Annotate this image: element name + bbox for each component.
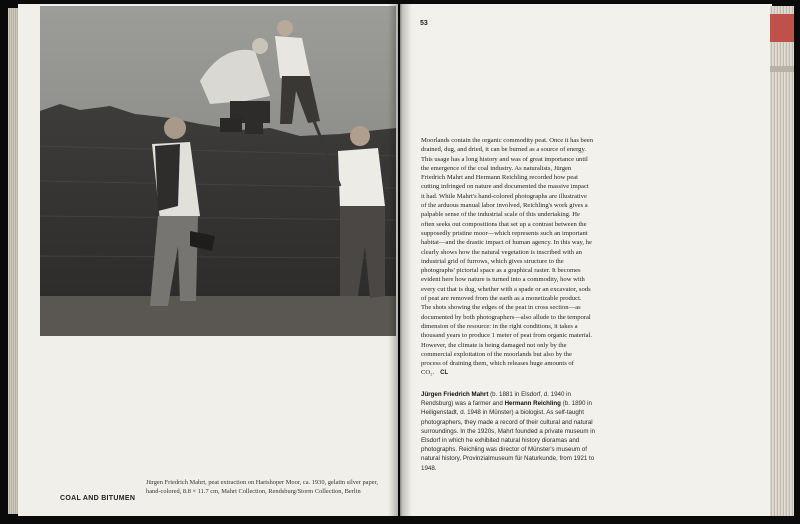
photo-caption: Jürgen Friedrich Mahrt, peat extraction on Hartshoper Moor, ca. 1930, gelatin silver paper, hand-colored, 8.8 × 11.7 cm, Mahrt Collection, Rendsburg/Storm Collection, Berlin xyxy=(146,479,379,495)
page-edge-mark xyxy=(770,66,794,72)
bio-name-reichling: Hermann Reichling xyxy=(504,400,561,408)
author-initials: CL xyxy=(440,370,449,377)
essay-body: Moorlands contain the organic commodity peat. Once it has been drained, dug, and dried, it can be burned as a source of energy. This usage has a long history and was of great importance until the emergence of the coal industry. As naturalists, Jürgen Friedrich Mahrt and Hermann Reichling recorded how peat cutting infringed on nature and documented the massive impact it had. While Mahrt's hand-colored photographs are illustrative of the arduous manual labor involved, Reichling's work gives a palpable sense of the industrial scale of this undertaking. He often seeks out compositions that set up a contrast between the supposedly pristine moor—which represents such an important habitat—and the drastic impact of human agency. In this way, he clearly shows how the natural vegetation is inscribed with an industrial grid of furrows, which gives structure to the photographs' pictorial space as a graphical raster. It becomes evident here how nature is turned into a commodity, how with every cut that is dug, whether with a spade or an excavator, sods of peat are removed from the earth as a monetizable product. The shots showing the edges of the peat in cross section—as documented by both photographers—also allude to the temporal dimension of the resource: in the right conditions, it takes a thousand years to produce 1 meter of peat from organic material. However, the climate is being damaged not only by the commercial exploitation of the moorlands but also by the process of draining them, which releases huge amounts of CO₂. xyxy=(421,137,594,377)
photo-illustration xyxy=(40,6,396,336)
bio-name-mahrt: Jürgen Friedrich Mahrt xyxy=(421,391,489,398)
essay-text xyxy=(421,136,593,379)
section-tab-marker xyxy=(770,14,794,42)
photographer-bio xyxy=(421,390,599,473)
page-number: 53 xyxy=(420,20,428,27)
page-edges-right xyxy=(770,6,794,516)
bio-text-1: (b. 1881 in Elsdorf, d. 1940 in Rendsburg) was a farmer and xyxy=(421,391,571,408)
bio-text-2: (b. 1890 in Heiligenstadt, d. 1948 in Münster) a biologist. As self-taught photographers, they made a record of their cultural and natural surroundings. In the 1920s, Mahrt founded a private museum in Elsdorf in which he exhibited natural history dioramas and photographs. Reichling was director of Münster's museum of natural history, Provinzialmuseum für Naturkunde, from 1921 to 1948. xyxy=(421,400,596,472)
section-title: COAL AND BITUMEN xyxy=(60,495,136,502)
peat-extraction-photo xyxy=(40,6,396,336)
